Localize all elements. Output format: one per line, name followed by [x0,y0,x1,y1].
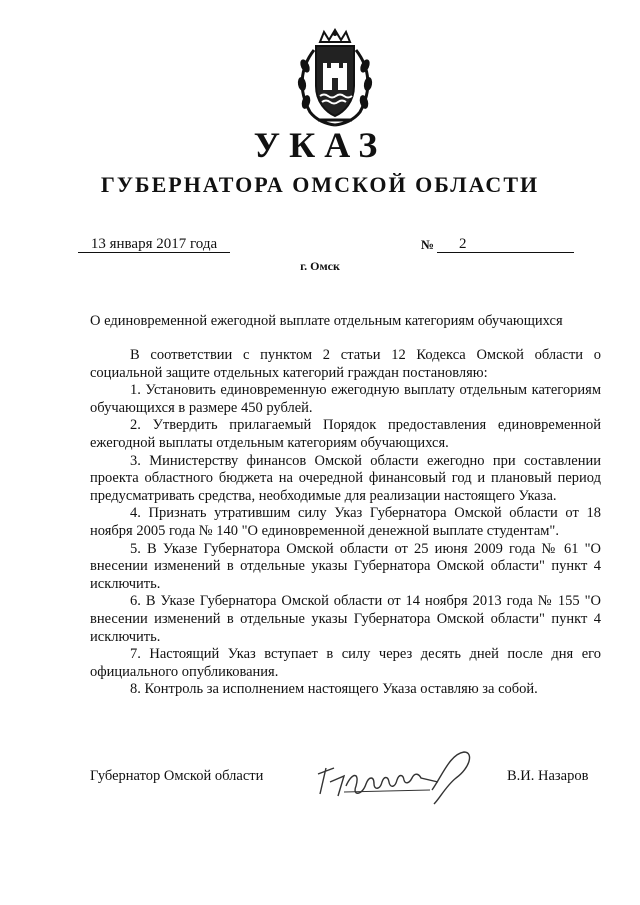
paragraph-preamble: В соответствии с пунктом 2 статьи 12 Кодекса Омской области о социальной защите отдельных категорий граждан постановляю: [90,347,601,381]
paragraph-item-7: 7. Настоящий Указ вступает в силу через десять дней после дня его официального опубликования. [90,646,601,680]
paragraph-item-1: 1. Установить единовременную ежегодную выплату отдельным категориям обучающихся в размере 450 рублей. [90,382,601,416]
paragraph-item-3: 3. Министерству финансов Омской области ежегодно при составлении проекта областного бюджета на очередной финансовый год и плановый период предусматривать средства, необходимые для реализации настоящего Указа. [90,452,601,504]
handwritten-signature [300,746,480,808]
document-title: УКАЗ [253,125,387,165]
document-number-label: № [421,237,435,252]
coat-of-arms-icon [292,28,378,128]
signatory-name: В.И. Назаров [507,768,589,784]
paragraph-item-4: 4. Признать утратившим силу Указ Губернатора Омской области от 18 ноября 2005 года № 140 "О единовременной денежной выплате студентам". [90,505,601,539]
document-body [90,347,601,699]
signatory-position: Губернатор Омской области [90,768,264,784]
document-date: 13 января 2017 года [78,236,230,253]
document-number: 2 [437,236,574,253]
document-subtitle: ГУБЕРНАТОРА ОМСКОЙ ОБЛАСТИ [100,172,540,197]
paragraph-item-8: 8. Контроль за исполнением настоящего Указа оставляю за собой. [130,681,538,698]
paragraph-item-2: 2. Утвердить прилагаемый Порядок предоставления единовременной ежегодной выплаты отдельным категориям обучающихся. [90,417,601,451]
document-subject: О единовременной ежегодной выплате отдельным категориям обучающихся [90,313,563,329]
paragraph-item-5: 5. В Указе Губернатора Омской области от 25 июня 2009 года № 61 "О внесении изменений в отдельные указы Губернатора Омской области" пункт 4 исключить. [90,540,601,592]
paragraph-item-6: 6. В Указе Губернатора Омской области от 14 ноября 2013 года № 155 "О внесении изменений в отдельные указы Губернатора Омской области" пункт 4 исключить. [90,593,601,645]
document-city: г. Омск [300,259,340,273]
